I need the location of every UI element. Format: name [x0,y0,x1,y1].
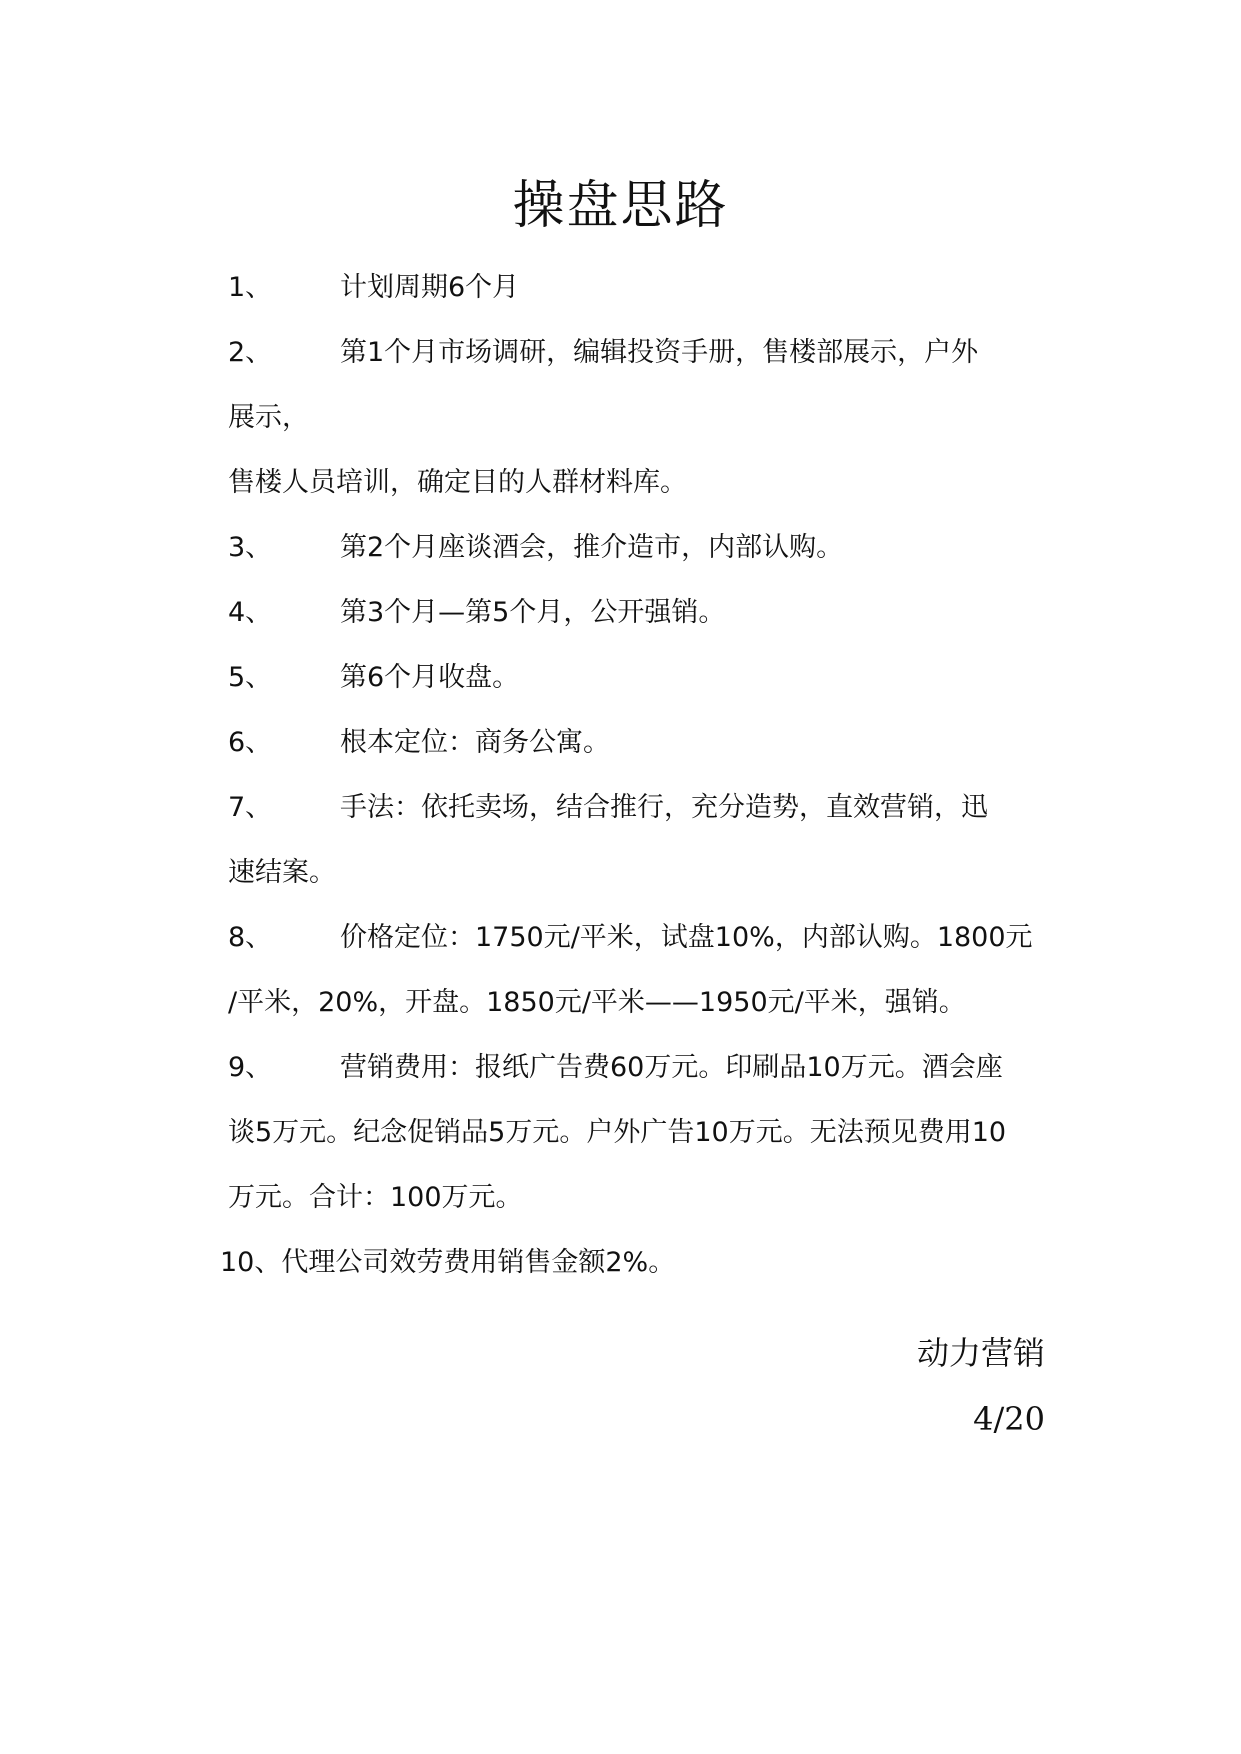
plan-list [220,255,1048,1295]
list-item-9 [228,1035,1048,1230]
item-text: 计划周期6个月 [340,272,520,303]
item-number: 3、 [228,532,273,563]
item-number: 1、 [228,272,273,303]
item-text: 手法：依托卖场，结合推行，充分造势，直效营销，迅 [340,792,988,823]
list-item-10 [220,1230,1048,1295]
item-text: 营销费用：报纸广告费60万元。印刷品10万元。酒会座 [340,1052,1003,1083]
item-text-continuation: 售楼人员培训，确定目的人群材料库。 [228,467,687,498]
list-item-7 [228,775,1048,905]
item-number: 9、 [228,1052,273,1083]
list-item-3 [228,515,1048,580]
list-item-8 [228,905,1048,1035]
item-text: 第6个月收盘。 [340,662,520,693]
item-text: 第1个月市场调研，编辑投资手册，售楼部展示，户外 [340,337,979,368]
item-number: 10、 [220,1247,282,1278]
item-number: 2、 [228,337,273,368]
item-text: 代理公司效劳费用销售金额2%。 [281,1247,676,1278]
item-text: 第3个月—第5个月，公开强销。 [340,597,726,628]
item-text: 第2个月座谈酒会，推介造市，内部认购。 [340,532,844,563]
item-text: 根本定位：商务公寓。 [340,727,610,758]
item-number: 8、 [228,922,273,953]
item-text-continuation: 展示， [228,402,309,433]
list-item-2 [228,320,1048,515]
item-number: 4、 [228,597,273,628]
list-item-5 [228,645,1048,710]
item-text-continuation: 速结案。 [228,857,336,888]
page-title: 操盘思路 [512,176,729,236]
item-text-continuation: /平米，20%，开盘。1850元/平米——1950元/平米，强销。 [228,987,966,1018]
list-item-1 [228,255,1048,320]
item-number: 7、 [228,792,273,823]
page-number: 4/20 [973,1400,1045,1438]
item-text-continuation: 万元。合计：100万元。 [228,1182,523,1213]
item-number: 6、 [228,727,273,758]
document-footer [917,1320,1045,1452]
company-name: 动力营销 [916,1334,1045,1372]
item-text-continuation: 谈5万元。纪念促销品5万元。户外广告10万元。无法预见费用10 [228,1117,1007,1148]
item-text: 价格定位：1750元/平米，试盘10%，内部认购。1800元 [340,922,1033,953]
list-item-4 [228,580,1048,645]
item-number: 5、 [228,662,273,693]
list-item-6 [228,710,1048,775]
